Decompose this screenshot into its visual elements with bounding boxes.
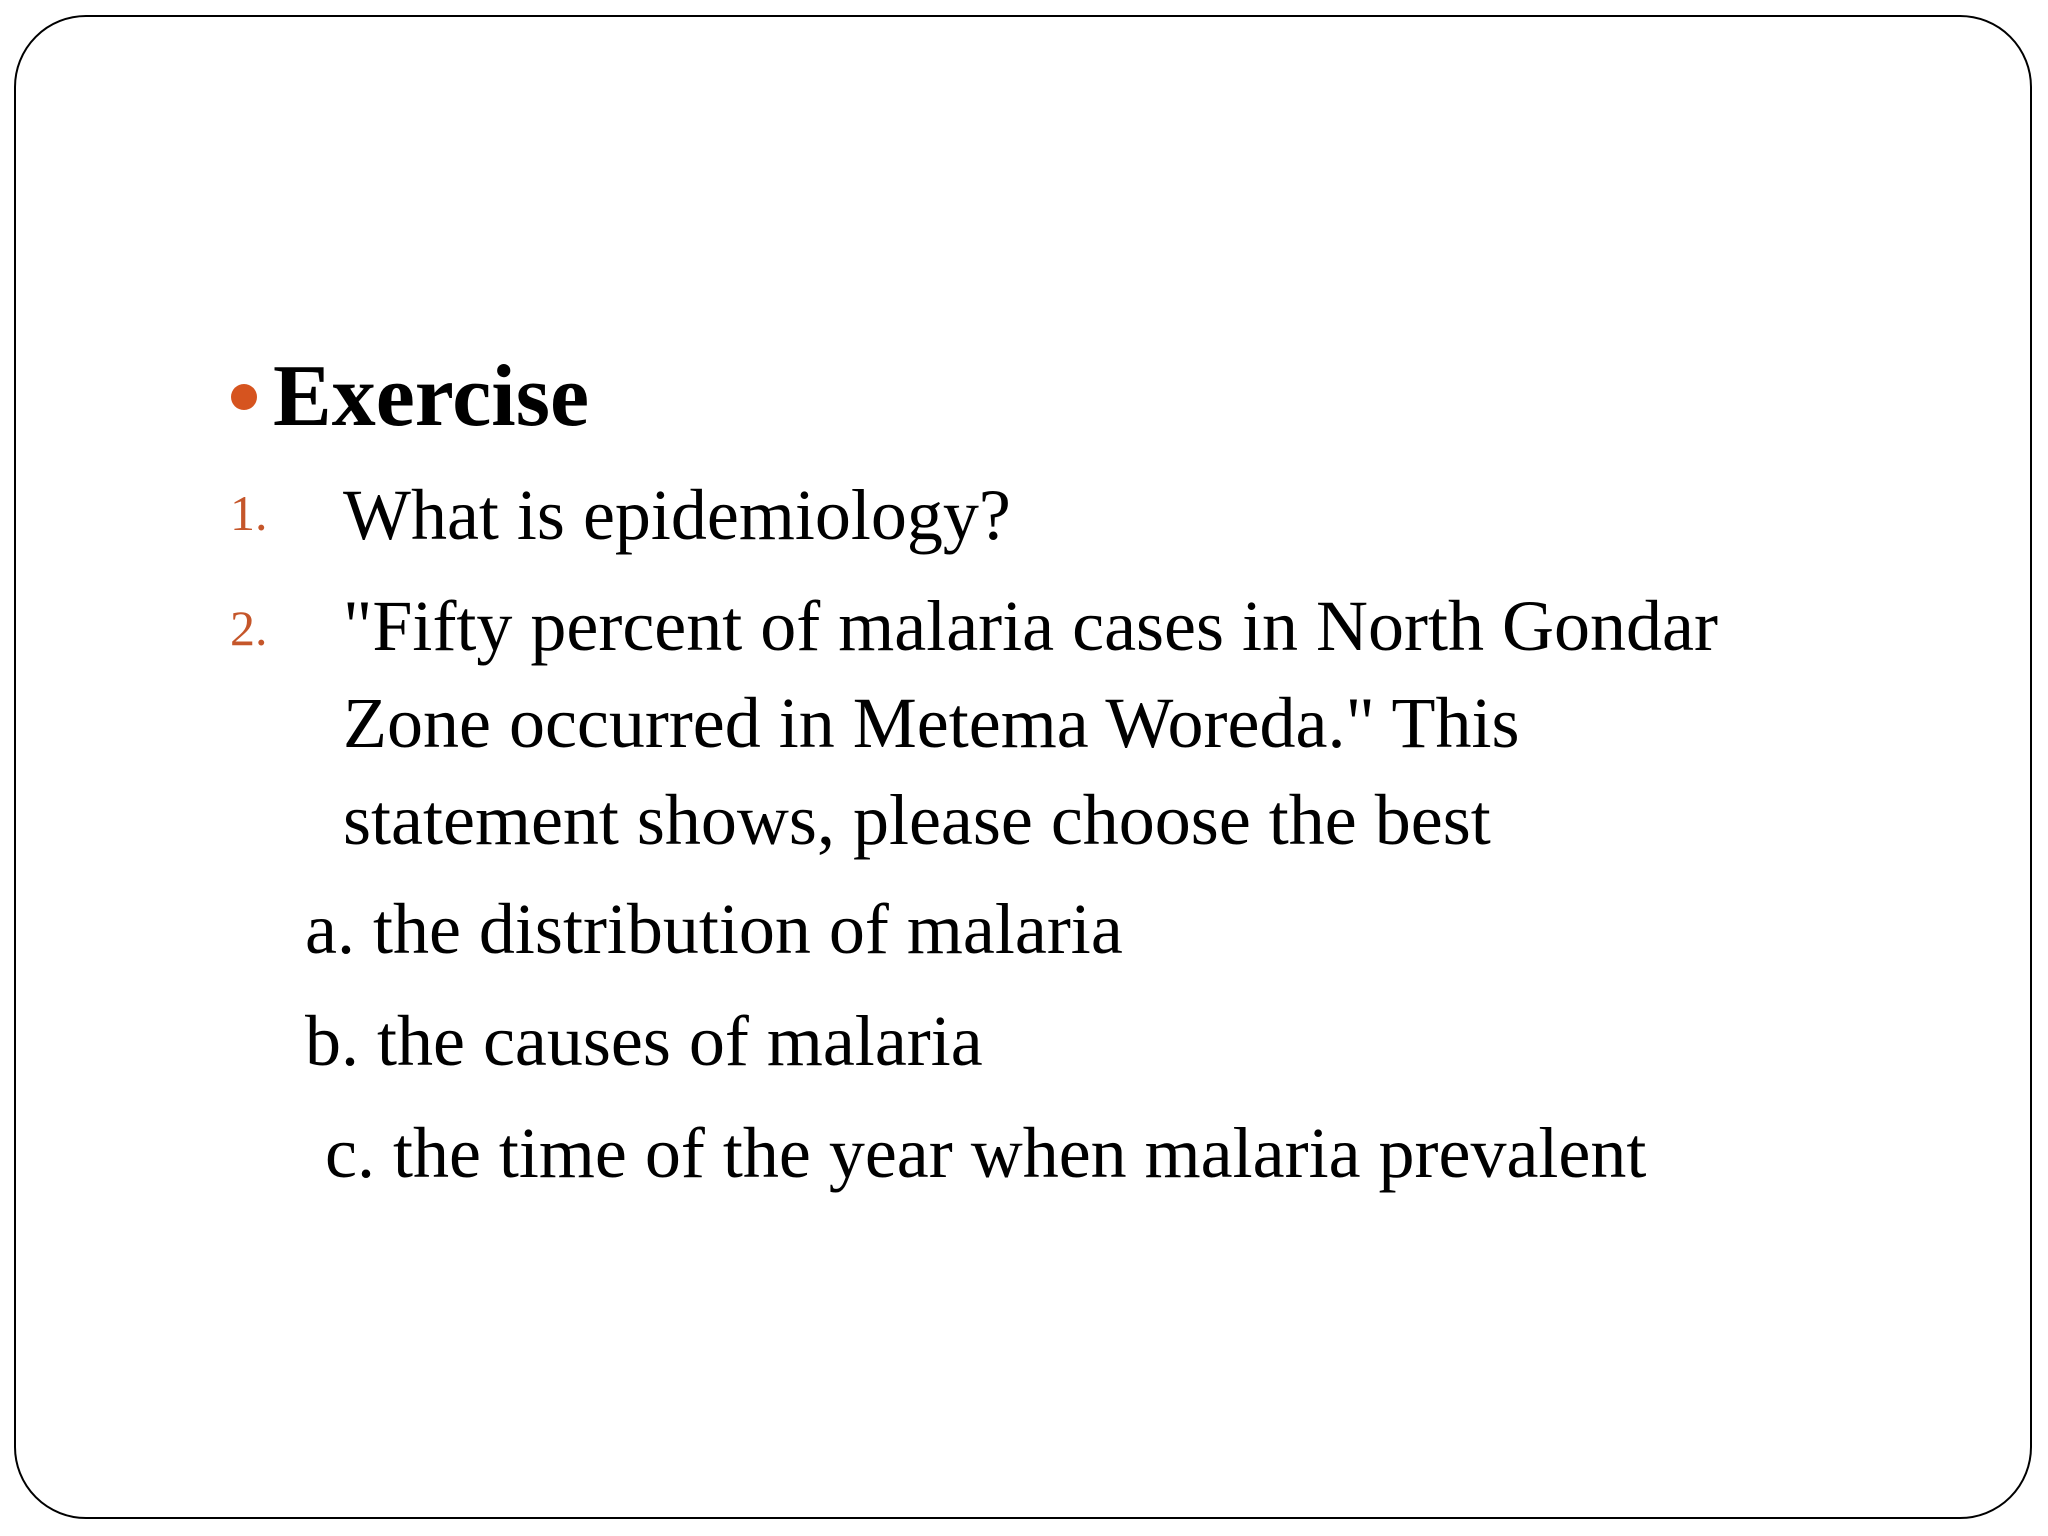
question-2-line-1: "Fifty percent of malaria cases in North Gondar	[343, 586, 1718, 666]
option-a: a. the distribution of malaria	[305, 889, 1123, 969]
option-b: b. the causes of malaria	[305, 1001, 983, 1081]
question-number-1: 1.	[230, 485, 268, 541]
question-number-2: 2.	[230, 600, 268, 656]
question-2-line-3: statement shows, please choose the best	[343, 780, 1491, 860]
bullet-icon	[231, 384, 257, 410]
question-2-line-2: Zone occurred in Metema Woreda." This	[343, 683, 1520, 763]
question-1-text: What is epidemiology?	[343, 475, 1011, 555]
slide-heading: Exercise	[273, 348, 590, 445]
heading-row	[231, 348, 590, 445]
option-c: c. the time of the year when malaria prevalent	[325, 1113, 1647, 1193]
